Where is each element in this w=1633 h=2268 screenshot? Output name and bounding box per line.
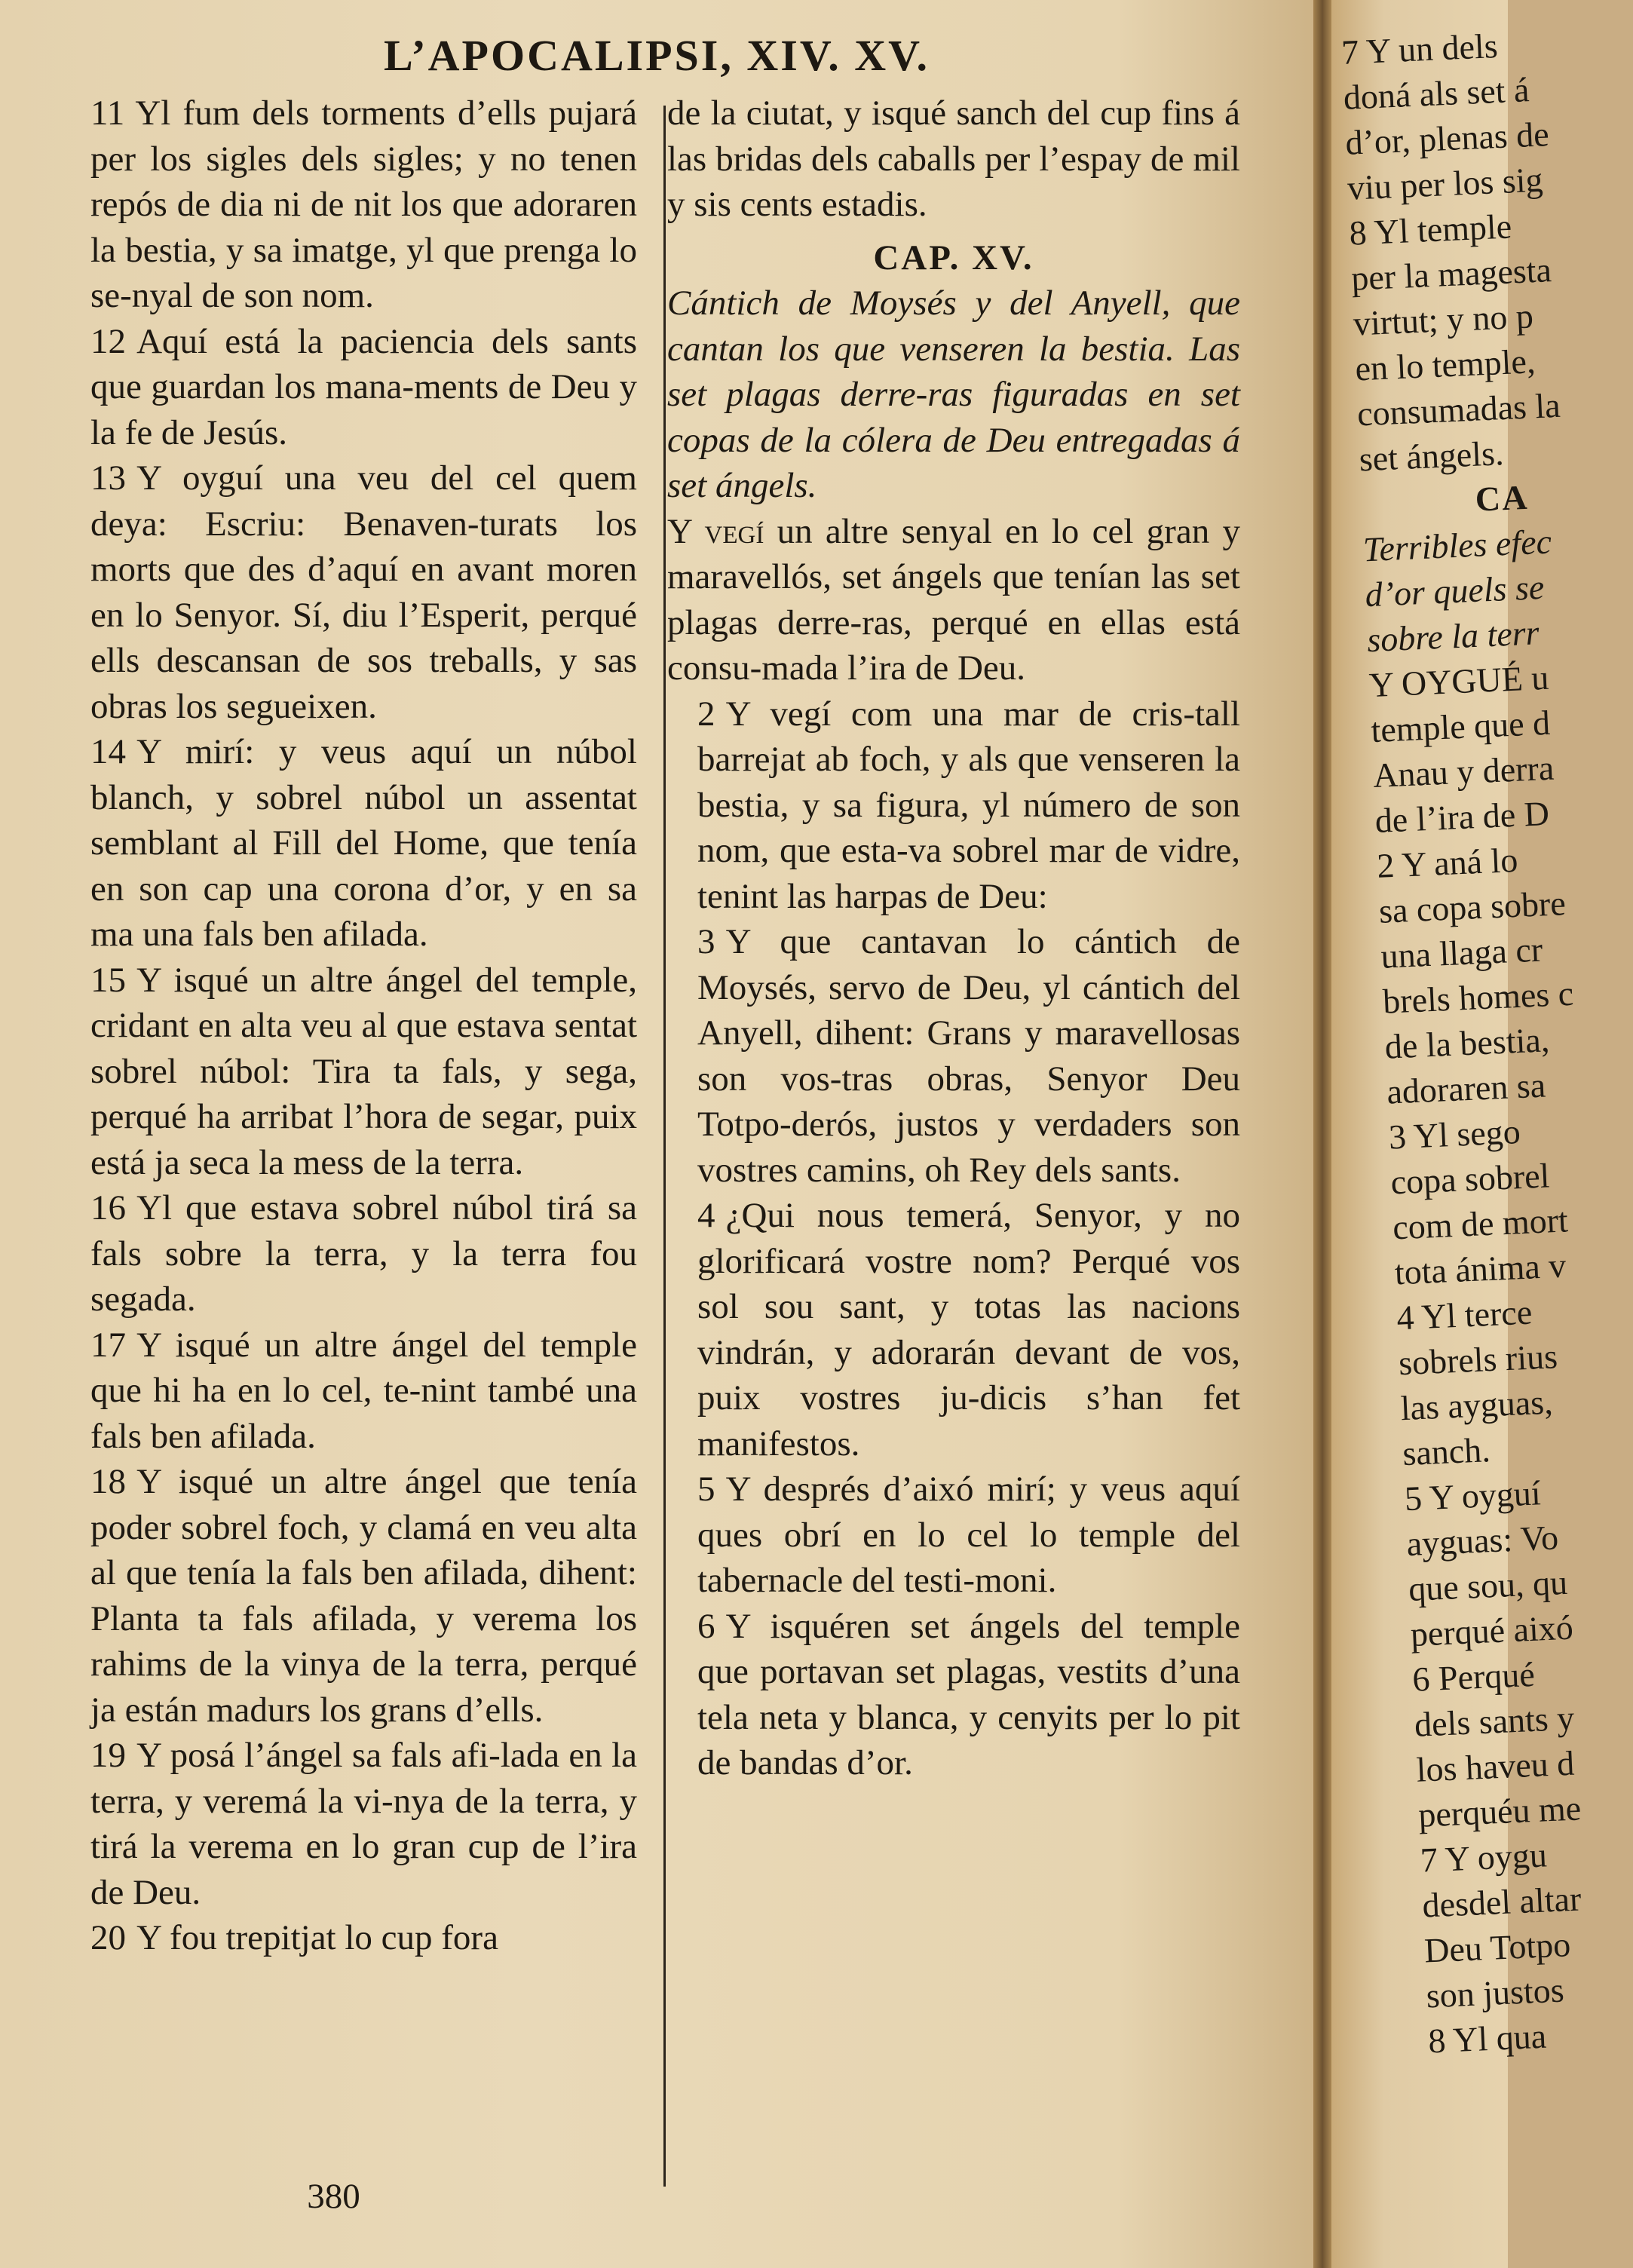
verse-text: Aquí está la paciencia dels sants que guardan los mana-ments de Deu y la fe de Jesús. (90, 321, 637, 452)
facing-line: com de mort (1392, 1200, 1569, 1247)
right-verse-5 (667, 1467, 1240, 1604)
facing-line: sobre la terr (1366, 613, 1540, 660)
facing-line: Deu Totpo (1423, 1925, 1572, 1970)
facing-line: 6 Perqué (1411, 1654, 1536, 1699)
facing-line: los haveu d (1415, 1743, 1576, 1789)
facing-line: doná als set á (1342, 70, 1530, 117)
column-rule (663, 106, 666, 2187)
verse-number: 16 (90, 1188, 126, 1227)
facing-line: 3 Yl sego (1387, 1112, 1521, 1157)
verse-text: Y vegí com una mar de cris-tall barrejat ab foch, y als que venseren la bestia, y sa figura, yl número de son nom, que esta-va sobrel mar de vidre, tenint las harpas de Deu: (697, 694, 1240, 916)
facing-line: 8 Yl temple (1348, 207, 1513, 253)
facing-line: virtut; y no p (1352, 296, 1534, 343)
facing-line: que sou, qu (1408, 1562, 1569, 1609)
facing-line: copa sobrel (1389, 1156, 1551, 1202)
facing-line: CA (1474, 477, 1530, 519)
left-verse-15 (60, 958, 637, 1186)
left-verse-13 (60, 455, 637, 729)
facing-line: per la magesta (1350, 250, 1552, 298)
facing-line: desdel altar (1421, 1879, 1582, 1925)
facing-line: Terribles efec (1362, 522, 1552, 569)
left-verse-20 (60, 1915, 637, 1961)
facing-line: Anau y derra (1372, 748, 1555, 795)
facing-line: brels homes c (1382, 973, 1575, 1021)
verse-text: Y mirí: y veus aquí un núbol blanch, y sobrel núbol un assentat semblant al Fill del Home, que tenía en son cap una corona d’or, y en sa ma una fals ben afilada. (90, 732, 637, 954)
left-verse-18 (60, 1459, 637, 1733)
facing-line: consumadas la (1356, 385, 1561, 434)
chapter-title: CAP. XV. (873, 238, 1034, 277)
facing-line: 2 Y aná lo (1376, 840, 1519, 885)
verse-text: Y isqué un altre ángel que tenía poder sobrel foch, y clamá en veu alta al que tenía la fals ben afilada, dihent: Planta ta fals afilada, y verema los rahims de la vinya de la terra, perqué ja están madurs los grans d’ells. (90, 1462, 637, 1730)
facing-line: de l’ira de D (1374, 793, 1550, 840)
left-verse-14 (60, 729, 637, 958)
verse-number: 17 (90, 1325, 126, 1365)
verse-number: 18 (90, 1462, 126, 1501)
facing-line: sanch. (1402, 1430, 1491, 1473)
left-column (60, 90, 637, 1961)
right-column (667, 90, 1240, 1786)
verse-text: Y isquéren set ángels del temple que portavan set plagas, vestits d’una tela neta y blanca, y cenyits per lo pit de bandas d’or. (697, 1606, 1240, 1782)
verse-1 (667, 509, 1240, 691)
verse-number: 20 (90, 1918, 126, 1957)
right-verse-3 (667, 919, 1240, 1193)
verse-text: Y isqué un altre ángel del temple, cridant en alta veu al que estava sentat sobrel núbol: Tira ta fals, y sega, perqué ha arribat l’hora de segar, puix está ja seca la mess de la terra. (90, 960, 637, 1182)
verse-number: 11 (90, 93, 125, 133)
verse-number: 19 (90, 1736, 126, 1775)
verse-1-lead: Y vegí (667, 511, 764, 551)
facing-page-text (1340, 23, 1597, 2064)
facing-line: Y OYGUÉ u (1368, 657, 1550, 705)
verse-text: Y fou trepitjat lo cup fora (136, 1918, 498, 1957)
chapter-summary: Cántich de Moysés y del Anyell, que cantan los que venseren la bestia. Las set plagas derre-ras figuradas en set copas de la cólera de Deu entregadas á set ángels. (667, 284, 1240, 505)
verse-number: 15 (90, 960, 126, 1000)
facing-line: perqué aixó (1409, 1608, 1574, 1653)
verse-1-text: un altre senyal en lo cel gran y maravellós, set ángels que tenían las set plagas derre-ras, perqué en ellas está consu-mada l’ira de Deu. (667, 511, 1240, 688)
facing-line: d’or quels se (1364, 567, 1546, 615)
left-verse-19 (60, 1733, 637, 1915)
facing-line: adoraren sa (1386, 1065, 1547, 1111)
facing-line: 5 Y oyguí (1403, 1473, 1542, 1519)
facing-line: son justos (1425, 1970, 1565, 2015)
left-verse-12 (60, 319, 637, 456)
verse-text: Yl fum dels torments d’ells pujará per los sigles dels sigles; y no tenen repós de dia ni de nit los que adoraren la bestia, y sa imatge, yl que prenga lo se-nyal de son nom. (90, 93, 637, 315)
facing-line: una llaga cr (1380, 930, 1544, 976)
verse-text: Yl que estava sobrel núbol tirá sa fals sobre la terra, y la terra fou segada. (90, 1188, 637, 1319)
verse-text: Y isqué un altre ángel del temple que hi ha en lo cel, te-nint també una fals ben afilada. (90, 1325, 637, 1456)
facing-line: viu per los sig (1347, 160, 1544, 207)
running-head: L’APOCALIPSI, XIV. XV. (383, 31, 930, 80)
facing-page-fragment (1331, 0, 1582, 2268)
facing-line: sobrels rius (1398, 1337, 1558, 1383)
facing-line: de la bestia, (1383, 1020, 1551, 1066)
verse-text: Y que cantavan lo cántich de Moysés, servo de Deu, yl cántich del Anyell, dihent: Grans y maravellosas son vos-tras obras, Senyor Deu Totpo-derós, justos y verdaders son vostres camins, oh Rey dels sants. (697, 922, 1240, 1190)
facing-line: 7 Y oygu (1419, 1835, 1548, 1880)
book-gutter (1313, 0, 1331, 2268)
facing-line: temple que d (1370, 703, 1552, 750)
verse-number: 6 (697, 1606, 715, 1646)
facing-line: sa copa sobre (1377, 884, 1567, 930)
verse-number: 3 (697, 922, 715, 961)
facing-line: tota ánima v (1393, 1246, 1567, 1292)
left-verse-16 (60, 1185, 637, 1322)
facing-line: 8 Yl qua (1427, 2016, 1548, 2061)
facing-line: d’or, plenas de (1344, 115, 1550, 162)
verse-number: 2 (697, 694, 715, 734)
verse-text: Y oyguí una veu del cel quem deya: Escriu: Benaven-turats los morts que des d’aquí en avant moren en lo Senyor. Sí, diu l’Esperit, perqué ells descansan de sos treballs, y sas obras los segueixen. (90, 458, 637, 726)
facing-line: set ángels. (1358, 434, 1505, 479)
facing-line: 4 Yl terce (1396, 1292, 1533, 1338)
verse-continuation: de la ciutat, y isqué sanch del cup fins á las bridas dels caballs per l’espay de mil y sis cents estadis. (667, 93, 1240, 224)
right-verse-2 (667, 691, 1240, 920)
page-number: 380 (307, 2177, 360, 2216)
verse-number: 13 (90, 458, 126, 498)
verse-number: 4 (697, 1196, 715, 1235)
verse-number: 12 (90, 321, 126, 361)
verse-text: Y posá l’ángel sa fals afi-lada en la terra, y veremá la vi-nya de la terra, y tirá la verema en lo gran cup de l’ira de Deu. (90, 1736, 637, 1912)
facing-line: dels sants y (1414, 1698, 1576, 1744)
left-verse-17 (60, 1322, 637, 1460)
facing-line: en lo temple, (1354, 342, 1536, 388)
verse-text: Y després d’aixó mirí; y veus aquí ques obrí en lo cel lo temple del tabernacle del testi-moni. (697, 1470, 1240, 1600)
facing-line: 7 Y un dels (1340, 26, 1499, 72)
facing-line: perquéu me (1417, 1788, 1582, 1834)
facing-line: las ayguas, (1399, 1382, 1554, 1428)
verse-number: 14 (90, 732, 126, 771)
verse-number: 5 (697, 1470, 715, 1509)
right-verse-6 (667, 1604, 1240, 1786)
right-verses (667, 691, 1240, 1786)
right-verse-4 (667, 1193, 1240, 1467)
verse-text: ¿Qui nous temerá, Senyor, y no glorificará vostre nom? Perqué vos sol sou sant, y totas las nacions vindrán, y adorarán devant de vos, puix vostres ju-dicis s’han fet manifestos. (697, 1196, 1240, 1463)
left-verse-11 (60, 90, 637, 319)
facing-line: ayguas: Vo (1405, 1518, 1560, 1564)
